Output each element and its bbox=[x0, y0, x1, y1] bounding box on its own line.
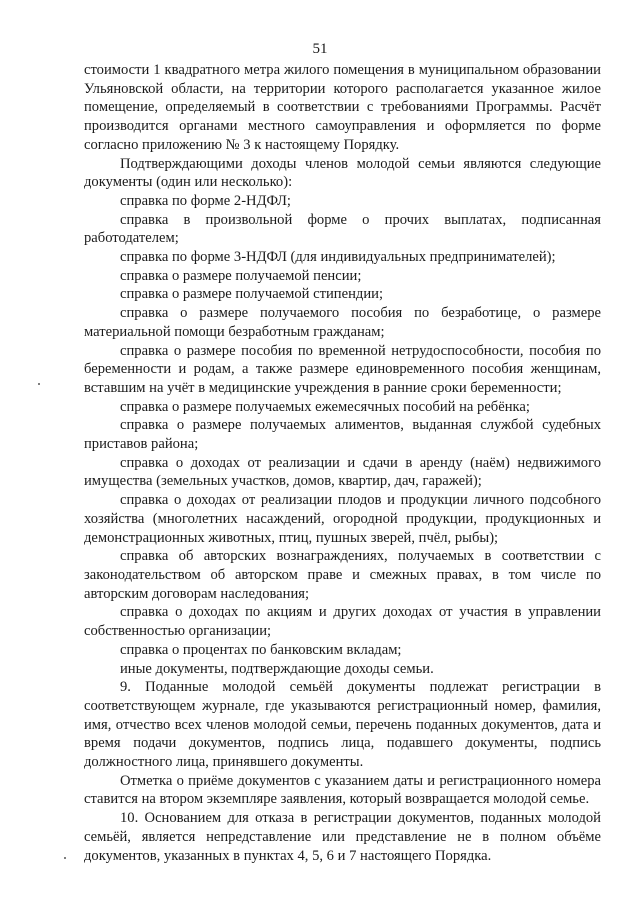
paragraph: Отметка о приёме документов с указанием даты и регистрационного номера ставится на втором экземпляре заявления, который возвращается молодой семье. bbox=[84, 772, 601, 808]
paragraph: справка о размере получаемых ежемесячных пособий на ребёнка; bbox=[120, 398, 530, 415]
paragraph: Подтверждающими доходы членов молодой семьи являются следующие документы (один или несколько): bbox=[84, 155, 601, 191]
paragraph: справка по форме 3-НДФЛ (для индивидуальных предпринимателей); bbox=[120, 249, 556, 266]
page-number: 51 bbox=[312, 41, 328, 57]
paragraph: стоимости 1 квадратного метра жилого помещения в муниципальном образовании Ульяновской области, на территории которого располагается указанное жилое помещение, определяемый в соответствии с требованиями Программы. Расчёт производится органами местного самоуправления и оформляется по форме согласно приложению № 3 к настоящему Порядку. bbox=[84, 62, 601, 153]
paragraph: справка о доходах от реализации плодов и продукции личного подсобного хозяйства (многолетних насаждений, огородной продукции, продукционных и демонстрационных животных, птиц, пушных зверей, пчёл, рыбы); bbox=[84, 492, 601, 546]
paragraph: справка в произвольной форме о прочих выплатах, подписанная работодателем; bbox=[84, 211, 601, 247]
paragraph: справка о доходах от реализации и сдачи в аренду (наём) недвижимого имущества (земельных участков, домов, квартир, дач, гаражей); bbox=[84, 454, 601, 490]
paragraph: справка о процентах по банковским вкладам; bbox=[120, 641, 402, 658]
paragraph: 9. Поданные молодой семьёй документы подлежат регистрации в соответствующем журнале, где указываются регистрационный номер, фамилия, имя, отчество всех членов молодой семьи, перечень поданных документов, дата и время подачи документов, подпись лица, подавшего документы, подпись должностного лица, принявшего документы. bbox=[84, 679, 601, 771]
scan-speck bbox=[64, 857, 66, 859]
paragraph: справка о размере получаемой пенсии; bbox=[120, 267, 362, 284]
paragraph: справка о размере получаемого пособия по безработице, о размере материальной помощи безработным гражданам; bbox=[84, 305, 601, 340]
paragraph: иные документы, подтверждающие доходы семьи. bbox=[120, 660, 434, 677]
paragraph: справка по форме 2-НДФЛ; bbox=[120, 192, 291, 209]
paragraph: справка о размере получаемых алиментов, выданная службой судебных приставов района; bbox=[84, 417, 601, 453]
paragraph: справка о размере пособия по временной нетрудоспособности, пособия по беременности и родам, а также размере единовременного пособия женщинам, вставшим на учёт в медицинские учреждения в ранние сроки беременности; bbox=[84, 342, 601, 396]
paragraph: справка о размере получаемой стипендии; bbox=[120, 286, 384, 303]
paragraph: справка об авторских вознаграждениях, получаемых в соответствии с законодательством об авторском праве и смежных правах, в том числе по авторским договорам наследования; bbox=[84, 548, 601, 602]
paragraph: 10. Основанием для отказа в регистрации документов, поданных молодой семьёй, является непредставление или представление не в полном объёме документов, указанных в пунктах 4, 5, 6 и 7 настоящего Порядка. bbox=[84, 810, 601, 864]
paragraph: справка о доходах по акциям и других доходах от участия в управлении собственностью организации; bbox=[84, 604, 601, 640]
scan-speck bbox=[38, 383, 40, 385]
document-body bbox=[84, 61, 601, 865]
